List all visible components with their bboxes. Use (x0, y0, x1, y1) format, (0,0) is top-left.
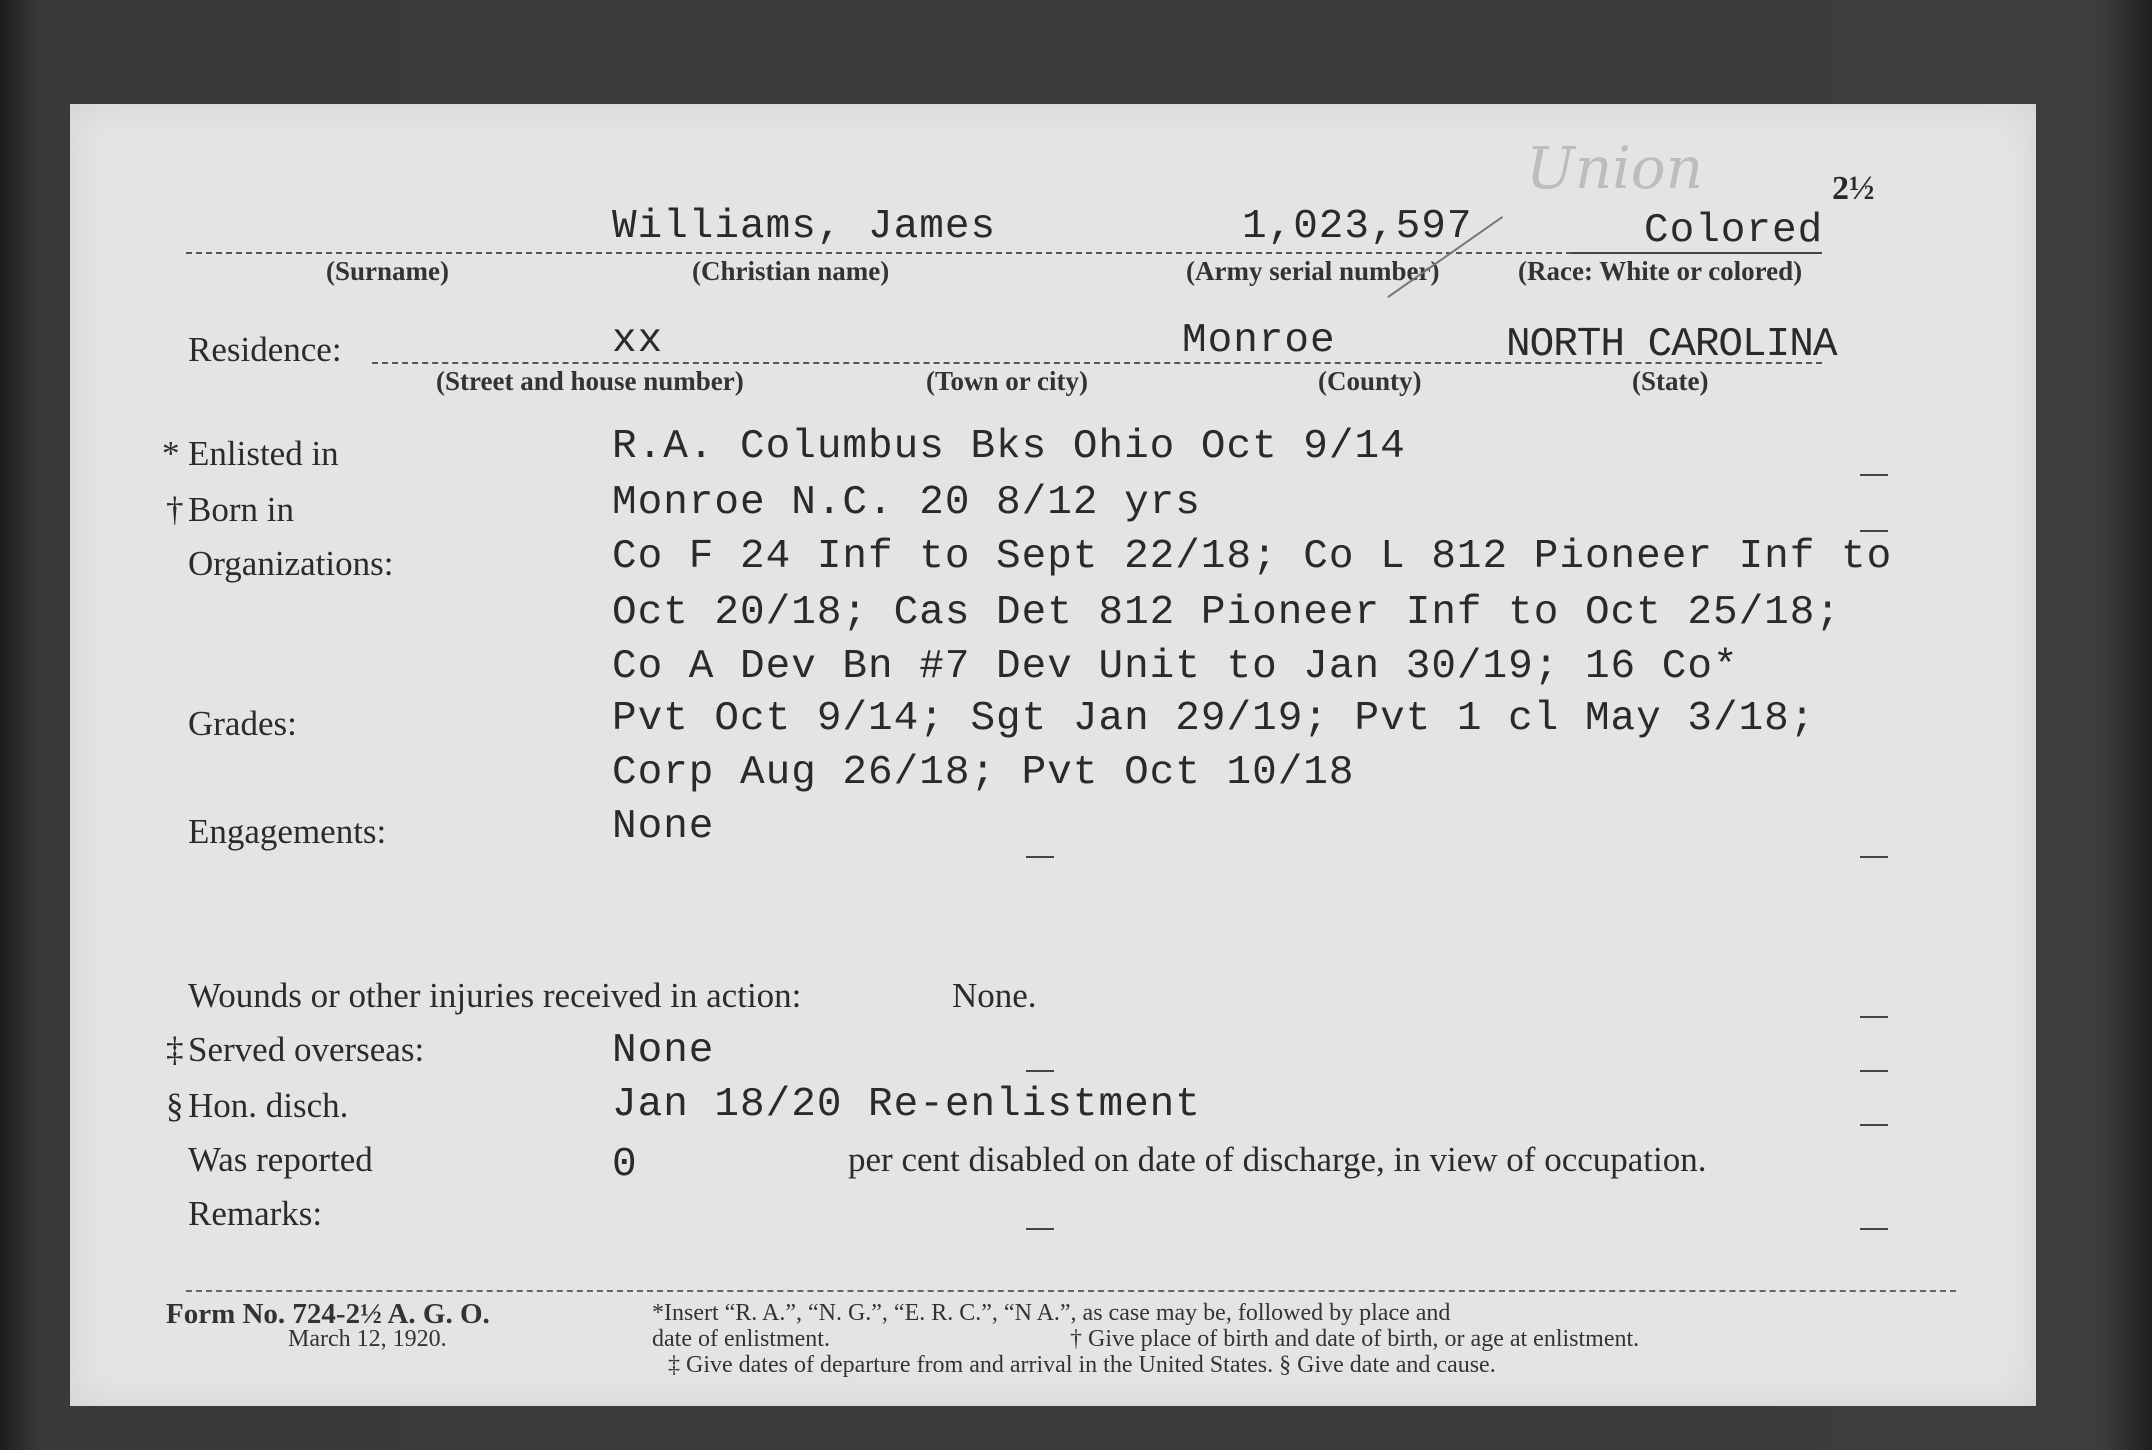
state-value: NORTH CAROLINA (1506, 322, 1837, 368)
service-record-card (70, 104, 2036, 1406)
army-serial-value: 1,023,597 (1242, 204, 1473, 250)
remarks-end-mark (1860, 1228, 1888, 1230)
organizations-line-1: Co F 24 Inf to Sept 22/18; Co L 812 Pioneer Inf to (612, 534, 1893, 580)
organizations-label: Organizations: (188, 544, 394, 583)
remarks-mid-mark (1026, 1228, 1054, 1230)
disch-value: Jan 18/20 Re-enlistment (612, 1082, 1201, 1128)
residence-label: Residence: (188, 330, 342, 369)
grades-line-1: Pvt Oct 9/14; Sgt Jan 29/19; Pvt 1 cl May 3/18; (612, 696, 1816, 742)
race-line (1572, 252, 1822, 254)
street-value: xx (612, 318, 664, 364)
footnote-line-1: *Insert “R. A.”, “N. G.”, “E. R. C.”, “N A.”, as case may be, followed by place and (652, 1300, 1451, 1326)
surname-christian-value: Williams, James (612, 204, 997, 250)
caption-county: (County) (1318, 366, 1422, 396)
organizations-line-2: Oct 20/18; Cas Det 812 Pioneer Inf to Oct 25/18; (612, 590, 1841, 636)
born-end-mark (1860, 530, 1888, 532)
wounds-label: Wounds or other injuries received in action: (188, 976, 802, 1015)
caption-state: (State) (1632, 366, 1709, 396)
wounds-end-mark (1860, 1016, 1888, 1018)
overseas-mark: ‡ (166, 1030, 184, 1069)
form-date: March 12, 1920. (288, 1326, 447, 1352)
engagements-label: Engagements: (188, 812, 387, 851)
overseas-end-mark (1860, 1070, 1888, 1072)
caption-race: (Race: White or colored) (1518, 256, 1803, 286)
overseas-mid-mark (1026, 1070, 1054, 1072)
reported-label: Was reported (188, 1140, 373, 1179)
name-line (186, 252, 1572, 254)
caption-town: (Town or city) (926, 366, 1088, 396)
overseas-value: None (612, 1028, 715, 1074)
enlisted-value: R.A. Columbus Bks Ohio Oct 9/14 (612, 424, 1406, 470)
overseas-label: Served overseas: (188, 1030, 425, 1069)
reported-suffix: per cent disabled on date of discharge, in view of occupation. (848, 1140, 1707, 1179)
grades-line-2: Corp Aug 26/18; Pvt Oct 10/18 (612, 750, 1355, 796)
remarks-label: Remarks: (188, 1194, 323, 1233)
handwritten-note: Union (1526, 134, 1704, 202)
disch-label: Hon. disch. (188, 1086, 349, 1125)
wounds-value: None. (952, 976, 1037, 1015)
born-value: Monroe N.C. 20 8/12 yrs (612, 480, 1201, 526)
caption-christian: (Christian name) (692, 256, 890, 286)
footnote-line-3: ‡ Give dates of departure from and arrival in the United States. § Give date and cause. (668, 1352, 1496, 1378)
grades-label: Grades: (188, 704, 297, 743)
enlisted-label: Enlisted in (188, 434, 339, 473)
footnote-line-2a: date of enlistment. (652, 1326, 830, 1352)
footnote-line-2b: † Give place of birth and date of birth, or age at enlistment. (1070, 1326, 1640, 1352)
caption-surname: (Surname) (326, 256, 449, 286)
form-fraction: 2½ (1832, 170, 1875, 207)
engagements-end-mark (1860, 856, 1888, 858)
born-mark: † (166, 490, 184, 529)
organizations-line-3: Co A Dev Bn #7 Dev Unit to Jan 30/19; 16 Co* (612, 644, 1739, 690)
caption-street: (Street and house number) (436, 366, 744, 396)
enlisted-end-mark (1860, 474, 1888, 476)
reported-value: 0 (612, 1142, 638, 1188)
enlisted-mark: * (162, 434, 180, 473)
engagements-value: None (612, 804, 715, 850)
race-value: Colored (1644, 208, 1824, 254)
form-number: Form No. 724-2½ A. G. O. (166, 1298, 490, 1330)
disch-end-mark (1860, 1124, 1888, 1126)
footer-rule (186, 1290, 1956, 1292)
residence-line (372, 362, 1822, 364)
disch-mark: § (166, 1086, 184, 1125)
county-value: Monroe (1182, 318, 1336, 364)
born-label: Born in (188, 490, 294, 529)
caption-serial: (Army serial number) (1186, 256, 1440, 286)
engagements-mid-mark (1026, 856, 1054, 858)
